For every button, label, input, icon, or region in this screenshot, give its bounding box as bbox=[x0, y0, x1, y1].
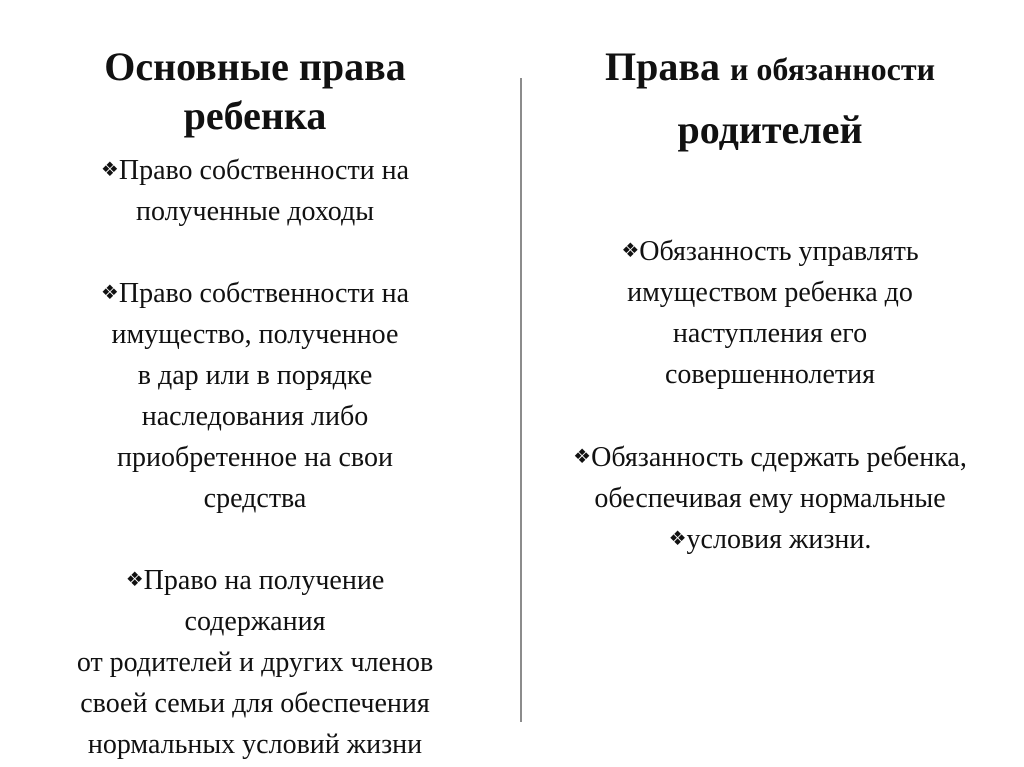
text-line: наступления его bbox=[672, 318, 868, 349]
diamond-bullet-icon: ❖ bbox=[573, 446, 592, 468]
text-line: своей семьи для обеспечения bbox=[80, 688, 430, 719]
diamond-bullet-icon: ❖ bbox=[668, 528, 687, 550]
bullet-line: ❖Право собственности на bbox=[100, 155, 410, 186]
text-line: приобретенное на свои bbox=[117, 442, 393, 473]
left-heading-line: Основные права bbox=[104, 44, 406, 89]
column-divider bbox=[520, 78, 522, 722]
right-item-support-child bbox=[530, 437, 1010, 560]
diamond-bullet-icon: ❖ bbox=[100, 282, 119, 304]
left-item-property-income bbox=[30, 150, 480, 232]
text-line: нормальных условий жизни bbox=[87, 729, 423, 760]
text-line: наследования либо bbox=[141, 401, 369, 432]
text-line: от родителей и других членов bbox=[76, 647, 434, 678]
bullet-line: ❖Право собственности на bbox=[100, 278, 410, 309]
diamond-bullet-icon: ❖ bbox=[621, 240, 640, 262]
left-item-property-gift bbox=[30, 273, 480, 519]
text-line: совершеннолетия bbox=[665, 359, 875, 390]
left-item-maintenance bbox=[30, 560, 480, 765]
text-line: средства bbox=[203, 483, 307, 514]
left-heading bbox=[30, 42, 480, 140]
text-line: в дар или в порядке bbox=[137, 360, 373, 391]
text-line: имуществом ребенка до bbox=[627, 277, 913, 308]
right-heading bbox=[530, 42, 1010, 159]
bullet-line: ❖Обязанность сдержать ребенка, bbox=[573, 442, 967, 473]
text-line: полученные доходы bbox=[135, 196, 375, 227]
bullet-line: ❖условия жизни. bbox=[668, 524, 872, 555]
diamond-bullet-icon: ❖ bbox=[100, 159, 119, 181]
text-line: содержания bbox=[184, 606, 326, 637]
text-line: имущество, полученное bbox=[111, 319, 399, 350]
bullet-line: ❖Обязанность управлять bbox=[621, 236, 919, 267]
bullet-line: ❖Право на получение bbox=[125, 565, 385, 596]
left-heading-line: ребенка bbox=[183, 93, 327, 138]
right-item-manage-property bbox=[530, 231, 1010, 395]
right-heading-line: родителей bbox=[677, 107, 863, 152]
diamond-bullet-icon: ❖ bbox=[125, 569, 144, 591]
text-line: обеспечивая ему нормальные bbox=[594, 483, 946, 514]
right-heading-line: Права и обязанности bbox=[604, 44, 935, 89]
